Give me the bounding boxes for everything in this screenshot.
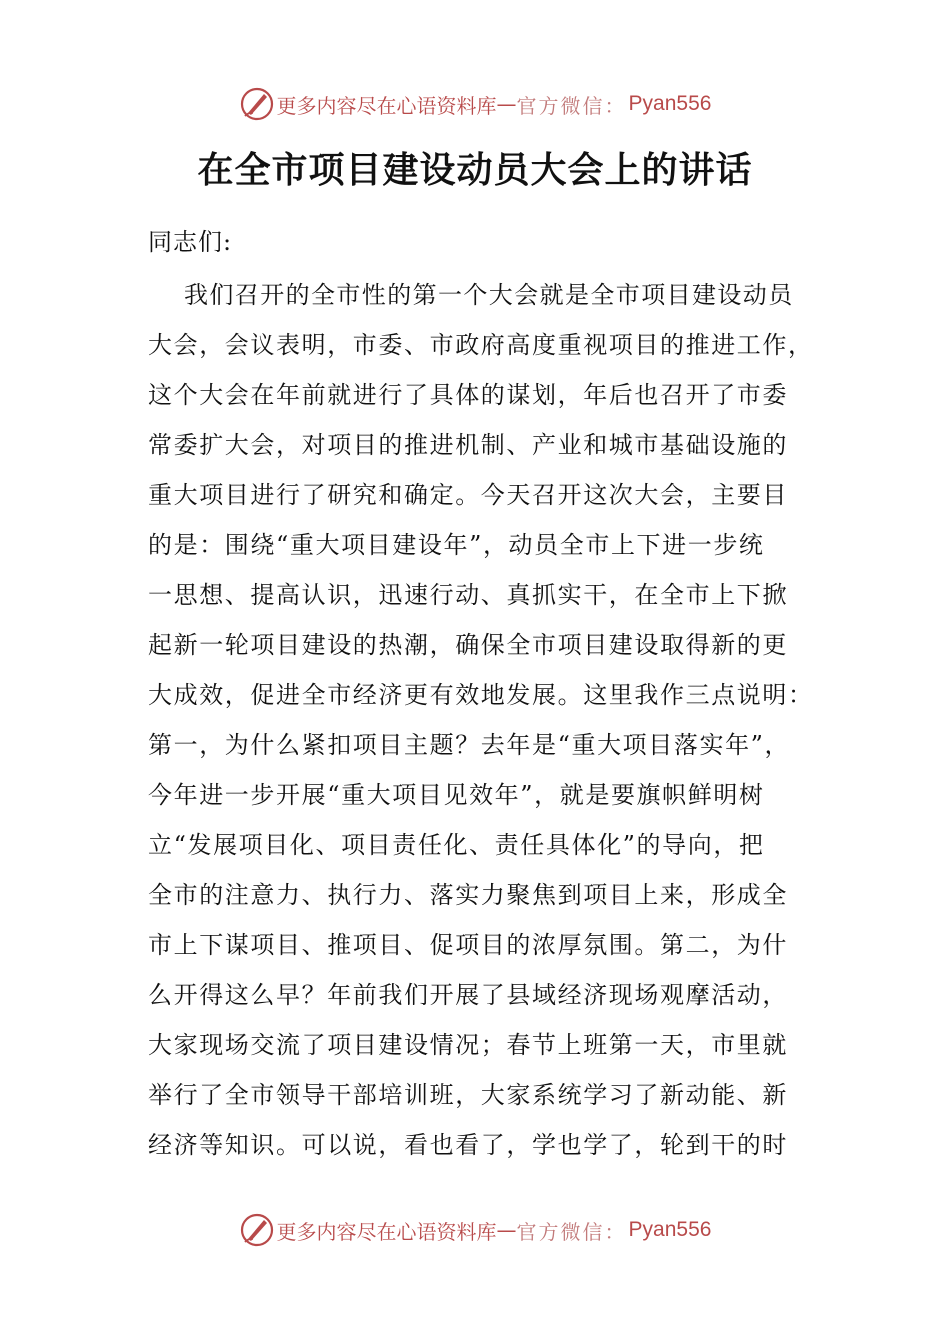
- paragraph-line: 这个大会在年前就进行了具体的谋划，年后也召开了市委: [148, 381, 788, 409]
- body-paragraph: [148, 270, 814, 1170]
- watermark-dash: —: [496, 92, 517, 116]
- paragraph-line: 一思想、提高认识，迅速行动、真抓实干，在全市上下掀: [148, 581, 788, 609]
- watermark-lead-text: 更多内容尽在心语资料库: [276, 1219, 497, 1244]
- watermark-wechat-label: 官方微信：: [516, 1219, 627, 1244]
- footer-watermark: [0, 1210, 950, 1250]
- paragraph-line: 全市的注意力、执行力、落实力聚焦到项目上来，形成全: [148, 881, 788, 909]
- paragraph-line: 的是：围绕“重大项目建设年”，动员全市上下进一步统: [148, 531, 765, 559]
- paragraph-line: 大会，会议表明，市委、市政府高度重视项目的推进工作，: [148, 331, 814, 359]
- watermark-wechat-id: Pyan556: [628, 92, 712, 115]
- paragraph-line: 立“发展项目化、项目责任化、责任具体化”的导向，把: [148, 831, 765, 859]
- paragraph-line: 大家现场交流了项目建设情况；春节上班第一天，市里就: [148, 1031, 788, 1059]
- paragraph-line: 重大项目进行了研究和确定。今天召开这次大会，主要目: [148, 481, 788, 509]
- paragraph-line: 市上下谋项目、推项目、促项目的浓厚氛围。第二，为什: [148, 931, 788, 959]
- watermark-wechat-id: Pyan556: [628, 1218, 712, 1241]
- paragraph-line: 大成效，促进全市经济更有效地发展。这里我作三点说明：: [148, 681, 814, 709]
- quill-logo-icon: [239, 86, 275, 122]
- paragraph-line: 经济等知识。可以说，看也看了，学也学了，轮到干的时: [148, 1131, 788, 1159]
- quill-logo-icon: [239, 1212, 275, 1248]
- paragraph-line: 第一，为什么紧扣项目主题？去年是“重大项目落实年”，: [148, 731, 791, 759]
- salutation: 同志们:: [148, 228, 233, 256]
- paragraph-line: 今年进一步开展“重大项目见效年”，就是要旗帜鲜明树: [148, 781, 765, 809]
- watermark-wechat-label: 官方微信：: [516, 93, 627, 118]
- paragraph-line: 举行了全市领导干部培训班，大家系统学习了新动能、新: [148, 1081, 788, 1109]
- paragraph-line: 我们召开的全市性的第一个大会就是全市项目建设动员: [184, 281, 794, 309]
- paragraph-line: 么开得这么早？年前我们开展了县域经济现场观摩活动，: [148, 981, 788, 1009]
- watermark-lead-text: 更多内容尽在心语资料库: [276, 93, 497, 118]
- watermark-dash: —: [496, 1218, 517, 1242]
- header-watermark: [0, 84, 950, 124]
- paragraph-line: 常委扩大会，对项目的推进机制、产业和城市基础设施的: [148, 431, 788, 459]
- paragraph-line: 起新一轮项目建设的热潮，确保全市项目建设取得新的更: [148, 631, 788, 659]
- document-title: 在全市项目建设动员大会上的讲话: [197, 149, 753, 191]
